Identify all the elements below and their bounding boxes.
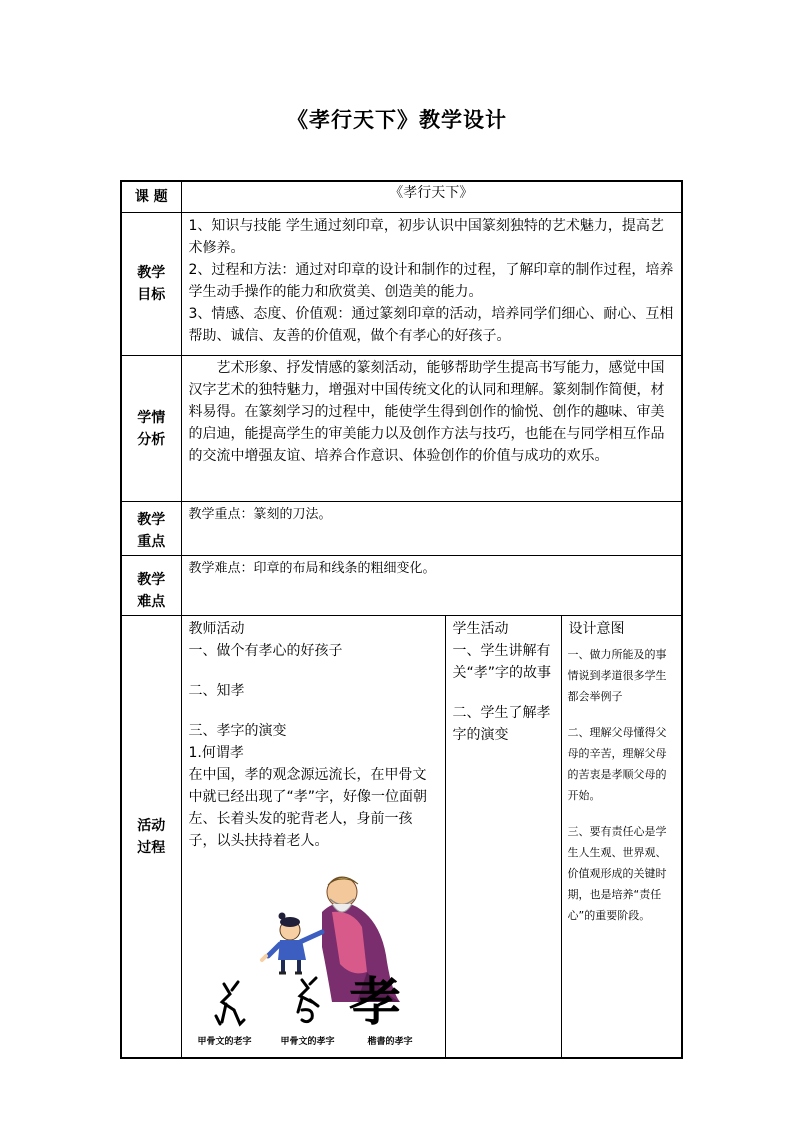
- teacher-item-2: 二、知孝: [188, 683, 245, 699]
- objectives-label-line2: 目标: [137, 287, 166, 303]
- key-point-label: [121, 502, 181, 556]
- analysis-label: [121, 356, 181, 502]
- difficulty-content: [181, 556, 682, 616]
- objective-item-3: 3、情感、态度、价值观：通过篆刻印章的活动，培养同学们细心、耐心、互相帮助、诚信、友善的价值观，做个有孝心的好孩子。: [188, 306, 674, 344]
- analysis-label-line2: 分析: [137, 431, 166, 448]
- row-difficulty: [121, 556, 682, 616]
- filial-illustration: [182, 852, 445, 1057]
- design-intent-column: [561, 616, 682, 1059]
- teacher-paragraph: 在中国，孝的观念源远流长，在甲骨文中就已经出现了“孝”字，好像一位面朝左、长着头发的驼背老人，身前一孩子，以头扶持着老人。: [188, 767, 428, 849]
- analysis-label-line1: 学情: [137, 409, 166, 426]
- teacher-item-3: 三、孝字的演变: [188, 723, 287, 739]
- caption-oracle-lao: 甲骨文的老字: [197, 1037, 252, 1047]
- analysis-content: [181, 356, 682, 502]
- difficulty-text: 教学难点：印章的布局和线条的粗细变化。: [188, 561, 436, 576]
- row-activity: [121, 616, 682, 1059]
- key-point-content: [181, 502, 682, 556]
- difficulty-label-line2: 难点: [137, 594, 166, 610]
- objectives-label-line1: 教学: [137, 265, 166, 281]
- teacher-header: 教师活动: [188, 621, 245, 637]
- objectives-label: [121, 213, 181, 356]
- analysis-text: 艺术形象、抒发情感的篆刻活动，能够帮助学生提高书写能力，感觉中国汉字艺术的独特魅力，增强对中国传统文化的认同和理解。篆刻制作简便，材料易得。在篆刻学习的过程中，能使学生得到创作的愉悦、创作的趣味、审美的启迪，能提高学生的审美能力以及创作方法与技巧，也能在与同学相互作品的交流中增强友谊、培养合作意识、体验创作的价值与成功的欢乐。: [188, 360, 665, 464]
- caption-regular-xiao: 楷書的孝字: [367, 1037, 413, 1047]
- activity-label: [121, 616, 181, 1059]
- regular-script-xiao: 孝: [348, 972, 401, 1033]
- key-point-label-line2: 重点: [137, 534, 166, 550]
- row-objectives: [121, 213, 682, 356]
- oracle-xiao-glyph: [298, 978, 318, 1022]
- oracle-lao-glyph: [216, 982, 244, 1024]
- student-header: 学生活动: [452, 621, 509, 637]
- document-title: 《孝行天下》教学设计: [287, 107, 507, 132]
- activity-label-line2: 过程: [137, 839, 166, 856]
- objectives-content: [181, 213, 682, 356]
- topic-label: 课 题: [121, 181, 181, 213]
- activity-label-line1: 活动: [137, 817, 166, 834]
- student-activity-column: [445, 616, 561, 1059]
- topic-text: 《孝行天下》: [389, 185, 474, 201]
- student-item-2: 二、学生了解孝字的演变: [452, 705, 551, 743]
- row-key-point: [121, 502, 682, 556]
- teacher-activity-column: [181, 616, 445, 1059]
- objective-item-2: 2、过程和方法：通过对印章的设计和制作的过程，了解印章的制作过程，培养学生动手操作的能力和欣赏美、创造美的能力。: [188, 262, 674, 300]
- teacher-item-1: 一、做个有孝心的好孩子: [188, 643, 343, 659]
- caption-oracle-xiao: 甲骨文的孝字: [280, 1037, 335, 1047]
- student-item-1: 一、学生讲解有关“孝”字的故事: [452, 643, 552, 681]
- intent-header: 设计意图: [568, 621, 625, 637]
- lesson-plan-table: [120, 180, 683, 1059]
- key-point-label-line1: 教学: [137, 512, 166, 528]
- elder-child-illustration: [182, 852, 446, 1057]
- teacher-item-3-sub: 1.何谓孝: [188, 745, 244, 761]
- difficulty-label: [121, 556, 181, 616]
- objective-item-1: 1、知识与技能 学生通过刻印章，初步认识中国篆刻独特的艺术魅力，提高艺术修养。: [188, 218, 664, 256]
- topic-value: [181, 181, 682, 213]
- intent-note-1: 一、做力所能及的事情说到孝道很多学生都会举例子: [567, 648, 667, 703]
- intent-note-3: 三、要有责任心是学生人生观、世界观、价值观形成的关键时期，也是培养“责任心”的重要阶段。: [567, 825, 667, 922]
- row-analysis: [121, 356, 682, 502]
- row-topic: [121, 181, 682, 213]
- intent-note-2: 二、理解父母懂得父母的辛苦，理解父母的苦衷是孝顺父母的开始。: [567, 726, 667, 802]
- key-point-text: 教学重点：篆刻的刀法。: [188, 507, 332, 522]
- difficulty-label-line1: 教学: [137, 572, 166, 588]
